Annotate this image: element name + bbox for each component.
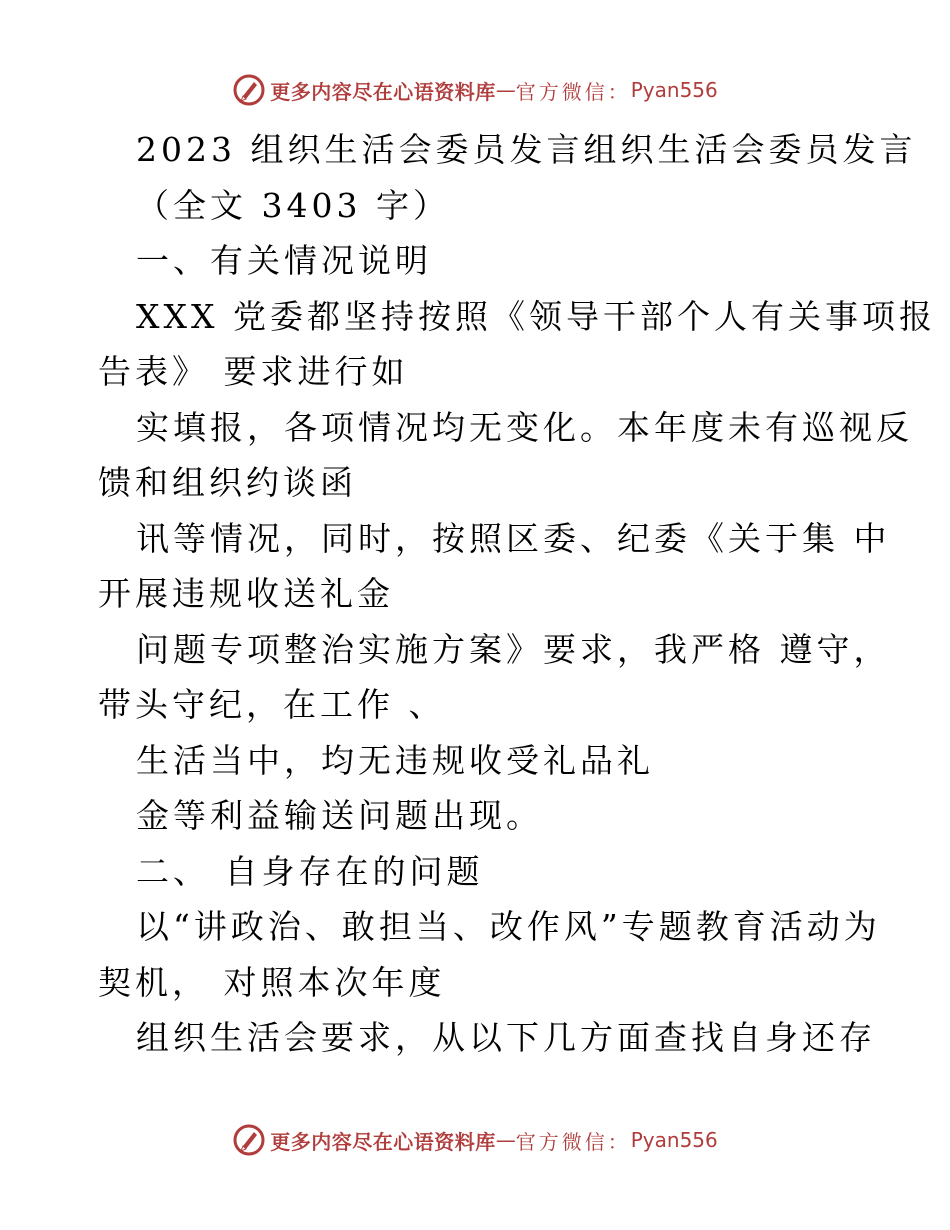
document-line: 一、有关情况说明 [136, 241, 432, 280]
watermark-wechat-label: 官方微信： [515, 79, 631, 104]
document-line: 金等利益输送问题出现。 [136, 796, 543, 835]
document-line: 馈和组织约谈函 [98, 463, 357, 502]
watermark-wechat-label: 官方微信： [515, 1129, 631, 1154]
document-line: 组织生活会要求，从以下几方面查找自身还存 [136, 1018, 876, 1057]
watermark-separator: — [495, 78, 516, 102]
document-line: 契机， 对照本次年度 [98, 962, 446, 1002]
watermark-text: 更多内容尽在心语资料库 [270, 79, 496, 104]
footer-watermark [0, 1120, 950, 1160]
document-line: 讯等情况，同时，按照区委、纪委《关于集 中 [136, 518, 891, 558]
document-line: 二、 自身存在的问题 [136, 851, 484, 891]
document-line: XXX 党委都坚持按照《领导干部个人有关事项报 [136, 296, 936, 336]
document-line: 以“讲政治、敢担当、改作风”专题教育活动为 [136, 907, 881, 946]
watermark-wechat-id: Pyan556 [630, 1128, 718, 1152]
document-line: 2023 组织生活会委员发言组织生活会委员发言 [136, 130, 917, 169]
pen-nib-logo-icon [232, 73, 266, 107]
document-line: 问题专项整治实施方案》要求，我严格 遵守， [136, 629, 891, 669]
document-line: 实填报，各项情况均无变化。本年度未有巡视反 [136, 407, 913, 447]
document-line: 告表》 要求进行如 [98, 352, 409, 391]
document-line: 生活当中，均无违规收受礼品礼 [136, 740, 654, 780]
document-line: 开展违规收送礼金 [98, 574, 394, 613]
watermark-wechat-id: Pyan556 [630, 78, 718, 102]
document-line: 带头守纪，在工作 、 [98, 685, 446, 724]
pen-nib-logo-icon [232, 1123, 266, 1157]
watermark-text: 更多内容尽在心语资料库 [270, 1129, 496, 1154]
watermark-separator: — [495, 1128, 516, 1152]
document-body [98, 122, 936, 1066]
document-line: （全文 3403 字） [136, 185, 450, 225]
header-watermark [0, 70, 950, 110]
